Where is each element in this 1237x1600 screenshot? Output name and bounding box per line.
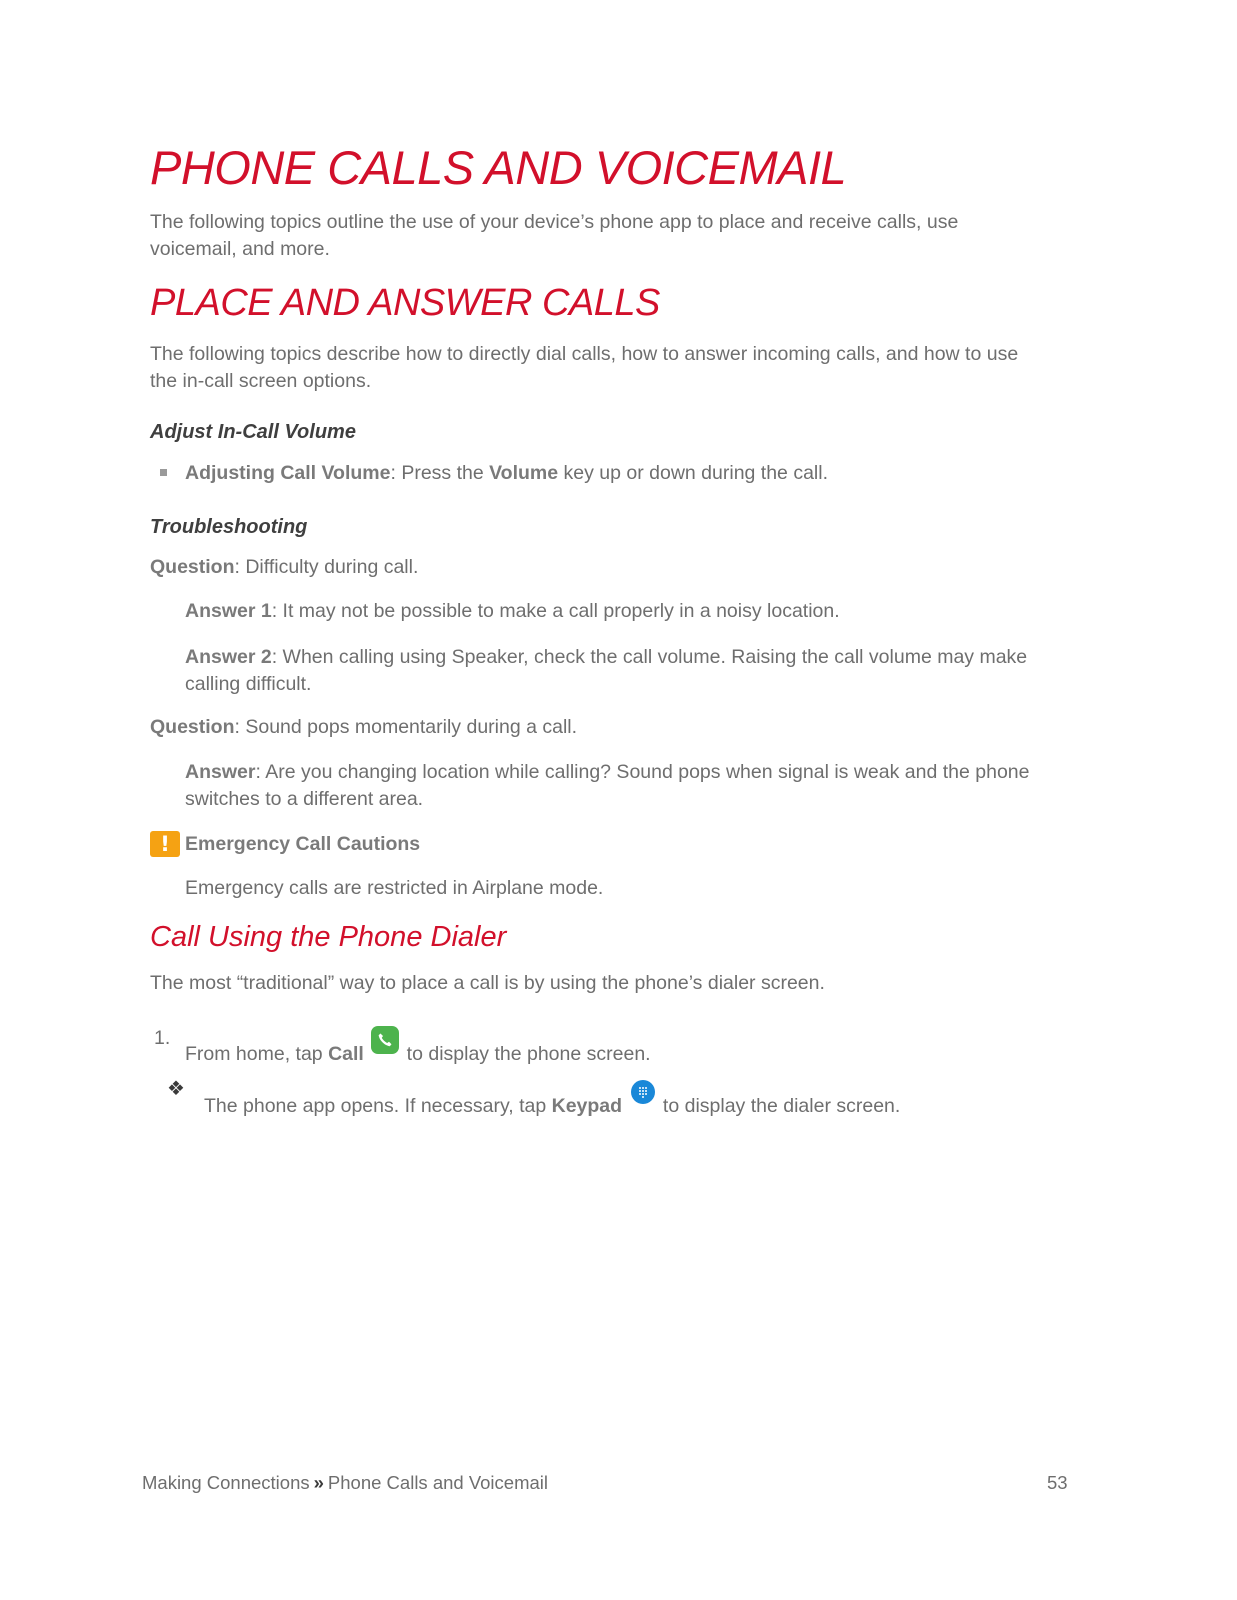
question-2: Question: Sound pops momentarily during a call. (150, 716, 578, 738)
adjust-bullet-bold: Adjusting Call Volume (185, 462, 391, 484)
step-1: From home, tap Call to display the phone screen. (185, 1026, 651, 1068)
page-title: PHONE CALLS AND VOICEMAIL (150, 141, 847, 194)
dialer-title: Call Using the Phone Dialer (150, 921, 507, 953)
question-1: Question: Difficulty during call. (150, 556, 419, 578)
adjust-volume-bullet: Adjusting Call Volume: Press the Volume key up or down during the call. (185, 462, 828, 484)
emergency-title: Emergency Call Cautions (185, 833, 421, 855)
answer-1: Answer 1: It may not be possible to make a call properly in a noisy location. (185, 600, 840, 622)
footer-separator: » (313, 1472, 324, 1493)
section-title: PLACE AND ANSWER CALLS (150, 282, 660, 324)
bullet-square (160, 469, 167, 476)
footer-breadcrumb (142, 1472, 548, 1494)
troubleshooting-heading: Troubleshooting (150, 516, 308, 538)
step-number: 1. (154, 1027, 171, 1049)
page-number: 53 (1047, 1472, 1068, 1493)
footer-section: Phone Calls and Voicemail (327, 1472, 548, 1493)
adjust-volume-heading: Adjust In-Call Volume (150, 421, 356, 443)
call-label: Call (328, 1043, 364, 1065)
section-intro: The following topics describe how to directly dial calls, how to answer incoming calls, and how to use the in-call screen options. (150, 343, 1019, 392)
footer-chapter: Making Connections (142, 1472, 310, 1493)
warning-icon: ! (150, 831, 180, 857)
emergency-text: Emergency calls are restricted in Airplane mode. (185, 877, 604, 899)
phone-call-icon (371, 1026, 399, 1054)
answer-3: Answer: Are you changing location while calling? Sound pops when signal is weak and the phone switches to a different area. (185, 761, 1030, 810)
volume-key-label: Volume (489, 462, 559, 484)
step-1-result: The phone app opens. If necessary, tap Keypad to display the dialer screen. (204, 1080, 900, 1120)
keypad-label: Keypad (551, 1095, 623, 1117)
diamond-bullet-icon: ❖ (167, 1076, 185, 1100)
keypad-icon (631, 1080, 655, 1104)
dialer-intro: The most “traditional” way to place a call is by using the phone’s dialer screen. (150, 972, 825, 994)
answer-2: Answer 2: When calling using Speaker, check the call volume. Raising the call volume may make calling difficult. (185, 646, 1028, 695)
intro-paragraph: The following topics outline the use of your device’s phone app to place and receive calls, use voicemail, and more. (150, 211, 959, 260)
